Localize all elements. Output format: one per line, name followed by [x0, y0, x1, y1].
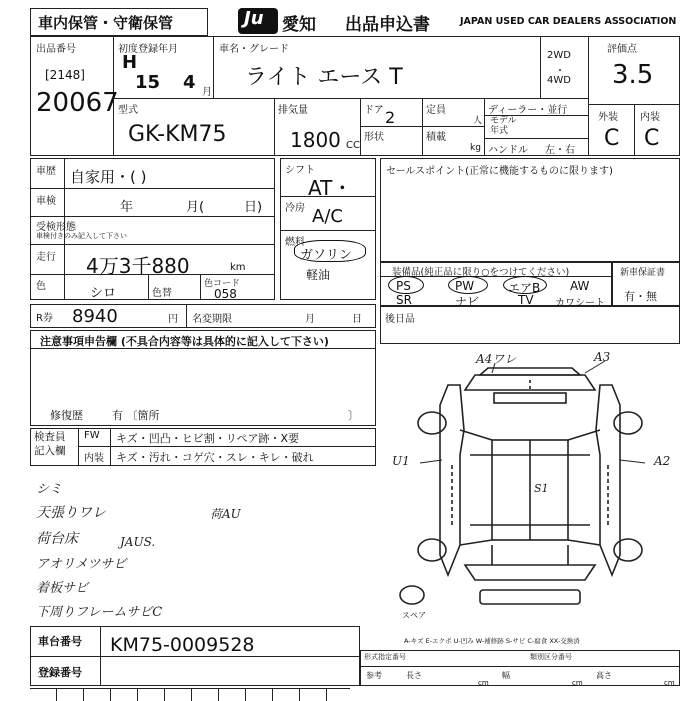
later-items-label: 後日品	[385, 314, 415, 325]
damage-legend: A-キズ E-エクボ U-凹み W-補修跡 S-サビ C-腐食 XX-交換済	[404, 637, 580, 645]
name-change-label: 名変期限	[192, 314, 232, 325]
side-note: JAUS.	[120, 535, 156, 549]
capacity-label: 定員	[426, 105, 446, 116]
drive-2wd: 2WD	[547, 50, 571, 61]
divider	[78, 428, 79, 466]
chassis-label: 車台番号	[38, 635, 82, 648]
class-number-label: 類別区分番号	[530, 653, 572, 661]
recycle-label: R券	[36, 313, 53, 324]
grade-label: 評価点	[607, 44, 637, 55]
equip-ps-circle	[388, 276, 424, 294]
name-change-day: 日	[352, 314, 362, 325]
repair-history-value: 有 〔箇所	[112, 409, 160, 422]
damage-label-s1: S1	[534, 482, 549, 495]
equip-pw: PW	[455, 279, 475, 293]
fuel-gasoline-circle	[294, 240, 366, 262]
divider	[30, 348, 376, 349]
grade-value: 3.5	[612, 60, 654, 90]
divider	[274, 98, 275, 156]
damage-label-u1: U1	[392, 454, 410, 468]
handle-options: 左・右	[545, 145, 575, 156]
registration-number-label: 登録番号	[38, 666, 82, 679]
remark-line: 天張りワレ	[36, 505, 106, 521]
color-value: シロ	[90, 286, 117, 301]
divider	[588, 36, 589, 156]
spare-label: スペア	[402, 611, 426, 620]
form-number-label: 形式指定番号	[364, 653, 406, 661]
divider	[186, 304, 187, 328]
divider	[113, 98, 588, 99]
name-change-month: 月	[305, 314, 315, 325]
divider	[110, 428, 111, 466]
mileage-value: 4万3千880	[86, 254, 190, 278]
lot-number: 20067	[36, 88, 119, 118]
inspection-day: 日)	[244, 200, 263, 215]
displacement-unit: CC	[346, 140, 360, 151]
shift-value: AT・	[308, 176, 353, 200]
color-number-label: 色替	[152, 288, 172, 299]
sales-point-label: セールスポイント(正常に機能するものに限ります)	[386, 166, 613, 177]
model-code-value: GK-KM75	[128, 122, 227, 147]
color-code-label: 色コード	[204, 279, 241, 289]
equip-sheet: カワシート	[555, 298, 605, 309]
aircon-value: A/C	[312, 206, 343, 227]
width-label: 幅	[502, 671, 510, 680]
remark-line: 着板サビ	[36, 581, 89, 596]
divider	[200, 274, 201, 300]
org-name: 愛知	[282, 15, 316, 35]
displacement-label: 排気量	[278, 105, 308, 116]
org-english: JAPAN USED CAR DEALERS ASSOCIATION	[460, 16, 677, 27]
divider	[360, 98, 361, 156]
vehicle-diagram	[380, 345, 680, 615]
equip-tv: TV	[518, 293, 534, 307]
dealer-label: ディーラー・並行	[488, 105, 568, 116]
recycle-value: 8940	[72, 306, 118, 327]
warranty-label: 新車保証書	[620, 268, 666, 278]
equip-ps: PS	[396, 279, 411, 293]
registration-label: 初度登録年月	[118, 44, 178, 55]
shape-label: 形状	[364, 132, 384, 143]
shift-label: シフト	[285, 165, 315, 176]
side-note-2: 荷AU	[210, 507, 241, 521]
divider	[634, 104, 635, 156]
inspection-year: 年	[120, 200, 134, 215]
divider	[148, 274, 149, 300]
doors-label: ドア	[364, 105, 384, 116]
drive-sep: ・	[555, 66, 565, 77]
notes-label: 注意事項申告欄 (不具合内容等は具体的に記入して下さい)	[40, 335, 329, 348]
grade-exterior-value: C	[604, 126, 620, 151]
storage-label: 車内保管・守衛保管	[38, 14, 174, 32]
capacity-unit: 人	[473, 116, 483, 126]
divider	[30, 274, 275, 275]
divider	[280, 230, 376, 231]
load-label: 積載	[426, 132, 446, 143]
divider	[280, 196, 376, 197]
ref-label: 参考	[366, 671, 382, 680]
grade-exterior-label: 外装	[598, 112, 618, 123]
mileage-label: 走行	[36, 252, 56, 263]
equip-airbag: エアB	[508, 281, 541, 295]
damage-label-a2: A2	[654, 454, 671, 468]
height-label: 高さ	[596, 671, 612, 680]
displacement-value: 1800	[290, 128, 341, 152]
equip-pw-circle	[448, 276, 488, 294]
remark-line: アオリメツサビ	[36, 557, 127, 572]
height-unit: cm	[664, 679, 675, 687]
ju-logo-text: Ju	[244, 8, 264, 29]
inspection-label: 車検	[36, 196, 56, 207]
remark-line: シミ	[36, 482, 63, 497]
length-label: 長さ	[406, 671, 422, 680]
divider	[78, 446, 376, 447]
inspector-label: 検査員 記入欄	[34, 431, 66, 457]
fuel-label: 燃料	[285, 237, 305, 248]
fuel-diesel: 軽油	[306, 268, 331, 282]
equip-sr: SR	[396, 293, 412, 307]
registration-month: 4	[183, 72, 196, 93]
history-label: 車歴	[36, 166, 56, 177]
fuel-gasoline: ガソリン	[300, 248, 353, 263]
color-code-value: 058	[214, 287, 237, 301]
divider	[484, 138, 588, 139]
mileage-unit: km	[230, 262, 246, 273]
doors-value: 2	[385, 108, 396, 127]
lot-sub-number: [2148]	[45, 68, 85, 82]
bottom-edge-cells	[30, 688, 350, 701]
divider	[30, 244, 275, 245]
model-code-label: 型式	[118, 105, 138, 116]
model-name-label: 車名・グレード	[219, 44, 289, 55]
inspection-month: 月(	[186, 200, 205, 215]
equip-airbag-circle	[503, 276, 547, 294]
remark-line: 下周りフレームサビC	[36, 605, 163, 620]
equipment-label: 装備品(純正品に限り○をつけてください)	[392, 267, 570, 278]
divider	[540, 36, 541, 98]
drive-4wd: 4WD	[547, 75, 571, 86]
divider	[213, 36, 214, 98]
color-label: 色	[36, 281, 46, 292]
grade-interior-label: 内装	[640, 112, 660, 123]
inspector-fw-label: FW	[84, 430, 100, 441]
acceptance-label: 受検形態	[36, 222, 76, 233]
divider	[30, 656, 360, 657]
inspector-int-items: キズ・汚れ・コゲ穴・スレ・キレ・破れ	[116, 451, 314, 464]
registration-month-suffix: 月	[202, 87, 212, 98]
divider	[422, 98, 423, 156]
equip-aw: AW	[570, 279, 590, 293]
model-name-value: ライト エース T	[245, 65, 403, 90]
warranty-value: 有・無	[624, 290, 657, 303]
repair-history-close: 〕	[348, 409, 359, 422]
lot-label: 出品番号	[36, 44, 76, 55]
inspector-int-label: 内装	[84, 453, 104, 464]
divider	[30, 188, 275, 189]
form-title: 出品申込書	[345, 15, 430, 35]
width-unit: cm	[572, 679, 583, 687]
length-unit: cm	[478, 679, 489, 687]
registration-year: 15	[135, 72, 161, 93]
repair-history-label: 修復歴	[50, 409, 83, 422]
registration-era: H	[122, 52, 138, 73]
load-unit: kg	[470, 143, 481, 153]
acceptance-note: 車検付きのみ記入して下さい	[36, 232, 127, 240]
history-value: 自家用・( )	[70, 168, 147, 186]
recycle-unit: 円	[168, 314, 178, 325]
grade-interior-value: C	[644, 126, 660, 151]
divider	[30, 216, 275, 217]
damage-label-a4: A4ワレ	[476, 352, 517, 366]
divider	[360, 666, 680, 667]
handle-label: ハンドル	[488, 145, 528, 156]
chassis-value: KM75-0009528	[110, 634, 255, 656]
inspector-fw-items: キズ・凹凸・ヒビ割・リペア跡・X要	[116, 432, 300, 445]
divider	[484, 98, 485, 156]
remark-line: 荷台床	[36, 531, 78, 547]
damage-label-a3: A3	[594, 350, 611, 364]
model-year-label: モデル 年式	[490, 116, 517, 136]
aircon-label: 冷房	[285, 203, 305, 214]
equip-navi: ナビ	[455, 295, 480, 309]
later-items-frame	[380, 306, 680, 344]
